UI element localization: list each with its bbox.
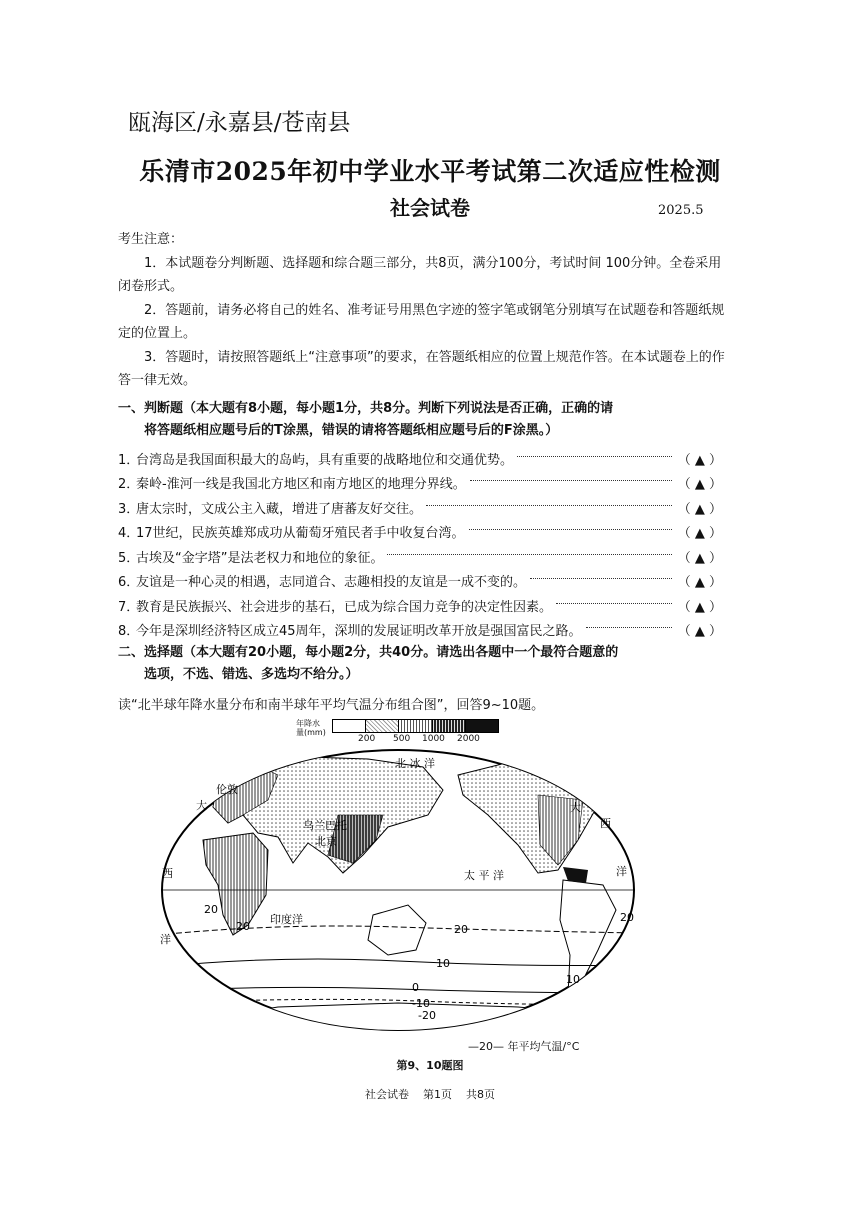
label-pacific-ocean: 太 平 洋 bbox=[464, 869, 504, 882]
judgment-question: 1． 台湾岛是我国面积最大的岛屿，具有重要的战略地位和交通优势。 （ ▲ ） bbox=[118, 446, 722, 471]
page-footer: 社会试卷 第1页 共8页 bbox=[365, 1088, 495, 1101]
answer-mark: （ ▲ ） bbox=[677, 599, 722, 615]
isotherm-label: 20 bbox=[454, 923, 468, 936]
judgment-question: 2． 秦岭-淮河一线是我国北方地区和南方地区的地理分界线。 （ ▲ ） bbox=[118, 471, 722, 496]
label-atlantic-da-left: 大 bbox=[196, 799, 207, 812]
legend-tick: 500 bbox=[393, 734, 411, 744]
label-indian-ocean: 印度洋 bbox=[270, 913, 303, 926]
isotherm-label: 20 bbox=[620, 911, 634, 924]
isotherm-label: 10 bbox=[566, 973, 580, 986]
section-choice-heading: 二、选择题（本大题有20小题，每小题2分，共40分。请选出各题中一个最符合题意的 选项，不选、错选、多选均不给分。） bbox=[118, 645, 619, 682]
legend-tick: 200 bbox=[358, 734, 376, 744]
region-label: 瓯海区/永嘉县/苍南县 bbox=[128, 110, 351, 136]
antarctica-landmass bbox=[158, 1003, 638, 1040]
legend-bar bbox=[332, 719, 499, 733]
label-arctic-ocean: 北 冰 洋 bbox=[395, 757, 435, 770]
isotherm-label: 0 bbox=[412, 981, 419, 994]
temperature-legend: —20— 年平均气温/°C bbox=[468, 1040, 580, 1053]
answer-mark: （ ▲ ） bbox=[677, 550, 722, 566]
answer-mark: （ ▲ ） bbox=[677, 624, 722, 640]
legend-title: 年降水量(mm) bbox=[296, 719, 326, 737]
exam-notes bbox=[118, 228, 728, 393]
isotherm-label: 20 bbox=[204, 903, 218, 916]
note-item: 1．本试题卷分判断题、选择题和综合题三部分，共8页，满分100分，考试时间 100分钟。全卷采用闭卷形式。 bbox=[118, 255, 722, 294]
judgment-question: 6． 友谊是一种心灵的相遇，志同道合、志趣相投的友谊是一成不变的。 （ ▲ ） bbox=[118, 569, 722, 594]
world-map-figure bbox=[158, 745, 638, 1040]
label-london: 伦敦 bbox=[216, 783, 238, 796]
answer-mark: （ ▲ ） bbox=[677, 501, 722, 517]
notes-heading: 考生注意： bbox=[118, 232, 184, 247]
isotherm-label: 20 bbox=[236, 920, 250, 933]
label-atlantic-da-right: 大 bbox=[570, 801, 581, 814]
isotherm-label: -20 bbox=[418, 1009, 436, 1022]
exam-subtitle: 社会试卷 bbox=[390, 196, 470, 220]
legend-tick: 2000 bbox=[457, 734, 480, 744]
legend-tick: 1000 bbox=[422, 734, 445, 744]
exam-title: 乐清市2025年初中学业水平考试第二次适应性检测 bbox=[139, 157, 721, 186]
figure-caption: 第9、10题图 bbox=[396, 1059, 464, 1072]
answer-mark: （ ▲ ） bbox=[677, 477, 722, 493]
label-ulaanbaatar: 乌兰巴托 bbox=[303, 819, 347, 832]
answer-mark: （ ▲ ） bbox=[677, 452, 722, 468]
judgment-question: 3． 唐太宗时，文成公主入藏，增进了唐蕃友好交往。 （ ▲ ） bbox=[118, 495, 722, 520]
isotherm-label: -10 bbox=[412, 997, 430, 1010]
label-atlantic-yang-left: 洋 bbox=[160, 933, 171, 946]
judgment-question-list bbox=[118, 446, 722, 642]
note-item: 3．答题时，请按照答题纸上“注意事项”的要求，在答题纸相应的位置上规范作答。在本试题卷上的作答一律无效。 bbox=[118, 349, 725, 388]
answer-mark: （ ▲ ） bbox=[677, 575, 722, 591]
precipitation-legend bbox=[292, 717, 522, 747]
isotherm-label: 10 bbox=[436, 957, 450, 970]
label-beijing: 北京 bbox=[315, 835, 337, 848]
judgment-question: 5． 古埃及“金字塔”是法老权力和地位的象征。 （ ▲ ） bbox=[118, 544, 722, 569]
label-atlantic-xi-right: 西 bbox=[600, 817, 611, 830]
judgment-question: 4． 17世纪，民族英雄郑成功从葡萄牙殖民者手中收复台湾。 （ ▲ ） bbox=[118, 520, 722, 545]
reading-instruction: 读“北半球年降水量分布和南半球年平均气温分布组合图”，回答9~10题。 bbox=[118, 698, 545, 713]
label-atlantic-yang-right: 洋 bbox=[616, 865, 627, 878]
section-judgment-heading: 一、判断题（本大题有8小题，每小题1分，共8分。判断下列说法是否正确，正确的请 将答题纸相应题号后的T涂黑，错误的请将答题纸相应题号后的F涂黑。） bbox=[118, 401, 614, 438]
note-item: 2．答题前，请务必将自己的姓名、准考证号用黑色字迹的签字笔或钢笔分别填写在试题卷和答题纸规定的位置上。 bbox=[118, 302, 725, 341]
answer-mark: （ ▲ ） bbox=[677, 526, 722, 542]
label-atlantic-xi-left: 西 bbox=[162, 867, 173, 880]
judgment-question: 7． 教育是民族振兴、社会进步的基石，已成为综合国力竞争的决定性因素。 （ ▲ ） bbox=[118, 593, 722, 618]
exam-date: 2025.5 bbox=[658, 203, 704, 218]
judgment-question: 8． 今年是深圳经济特区成立45周年，深圳的发展证明改革开放是强国富民之路。 （ ▲ ） bbox=[118, 618, 722, 643]
